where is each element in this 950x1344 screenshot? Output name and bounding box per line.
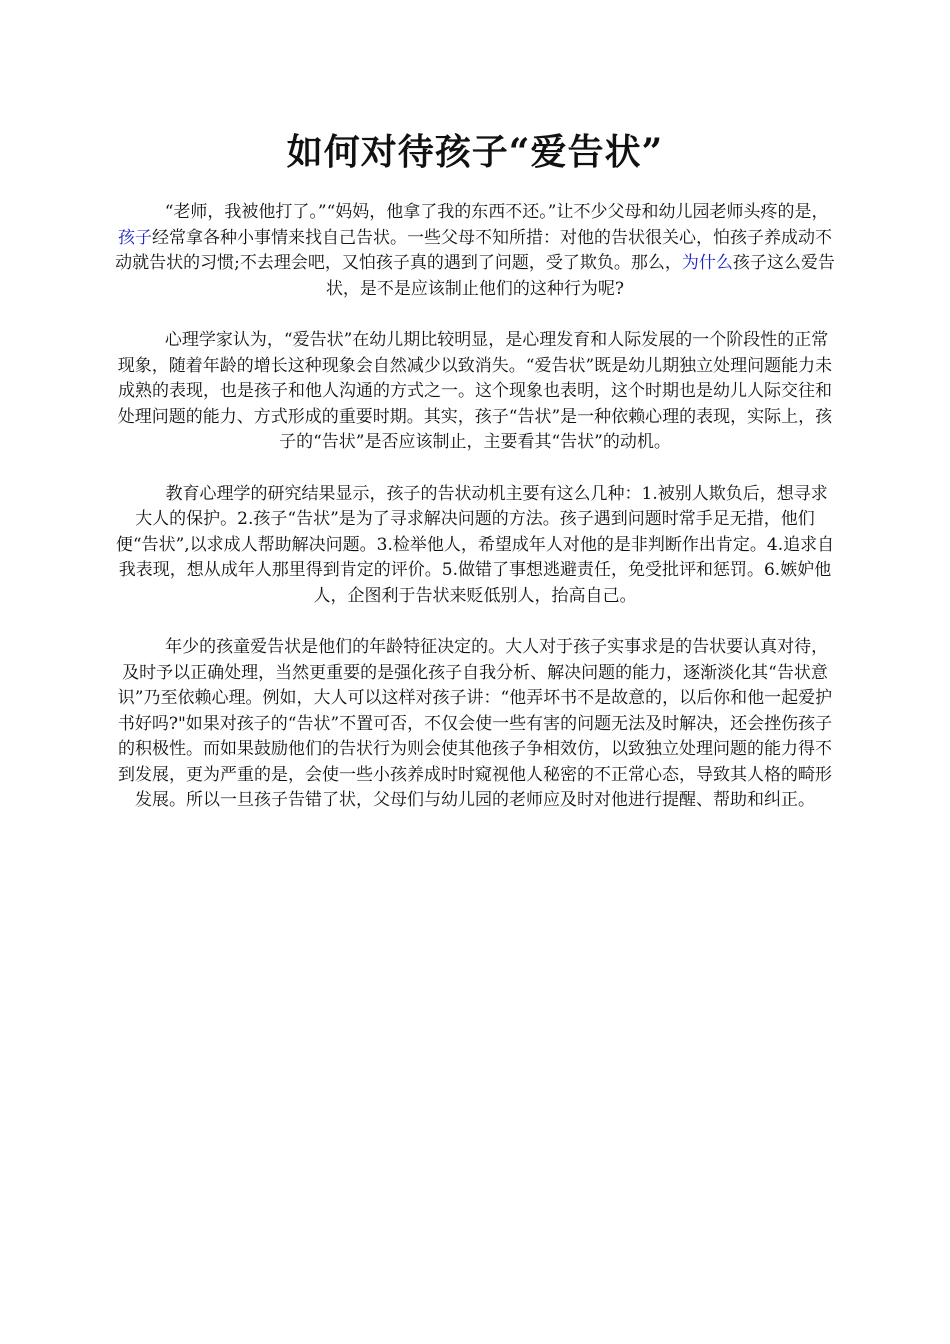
paragraph-1-text-b: 经常拿各种小事情来找自己告状。一些父母不知所措：对他的告状很关心，怕孩子养成动不动就告状的习惯;不去理会吧，又怕孩子真的遇到了问题，受了欺负。那么， — [115, 227, 832, 273]
paragraph-1-text-a: “老师，我被他打了。”“妈妈，他拿了我的东西不还。”让不少父母和幼儿园老师头疼的是， — [121, 202, 829, 222]
document-title: 如何对待孩子“爱告状” — [286, 131, 664, 173]
document-page — [114, 122, 836, 840]
paragraph-1 — [114, 200, 836, 302]
paragraph-3: 教育心理学的研究结果显示，孩子的告状动机主要有这么几种：1.被别人欺负后，想寻求大人的保护。2.孩子“告状”是为了寻求解决问题的方法。孩子遇到问题时常手足无措，他们便“告状”,以求成人帮助解决问题。3.检举他人，希望成年人对他的是非判断作出肯定。4.追求自我表现，想从成年人那里得到肯定的评价。5.做错了事想逃避责任，免受批评和惩罚。6.嫉妒他人，企图利于告状来贬低别人，抬高自己。 — [115, 483, 835, 606]
paragraph-4: 年少的孩童爱告状是他们的年龄特征决定的。大人对于孩子实事求是的告状要认真对待，及时予以正确处理，当然更重要的是强化孩子自我分析、解决问题的能力，逐渐淡化其“告状意识”乃至依赖心理。例如，大人可以这样对孩子讲：“他弄坏书不是故意的，以后你和他一起爱护书好吗?"如果对孩子的“告状”不置可否，不仅会使一些有害的问题无法及时解决，还会挫伤孩子的积极性。而如果鼓励他们的告状行为则会使其他孩子争相效仿，以致独立处理问题的能力得不到发展，更为严重的是，会使一些小孩养成时时窥视他人秘密的不正常心态，导致其人格的畸形发展。所以一旦孩子告错了状，父母们与幼儿园的老师应及时对他进行提醒、帮助和纠正。 — [117, 637, 833, 810]
link-haizi[interactable]: 孩子 — [118, 227, 152, 248]
paragraph-2: 心理学家认为，“爱告状”在幼儿期比较明显，是心理发育和人际发展的一个阶段性的正常现象，随着年龄的增长这种现象会自然减少以致消失。“爱告状”既是幼儿期独立处理问题能力未成熟的表现，也是孩子和他人沟通的方式之一。这个现象也表明，这个时期也是幼儿人际交往和处理问题的能力、方式形成的重要时期。其实，孩子“告状”是一种依赖心理的表现，实际上，孩子的“告状”是否应该制止，主要看其“告状”的动机。 — [117, 330, 833, 452]
paragraph-1-text-c: 孩子这么爱告状，是不是应该制止他们的这种行为呢? — [325, 253, 835, 299]
link-weishenme[interactable]: 为什么 — [681, 253, 733, 273]
